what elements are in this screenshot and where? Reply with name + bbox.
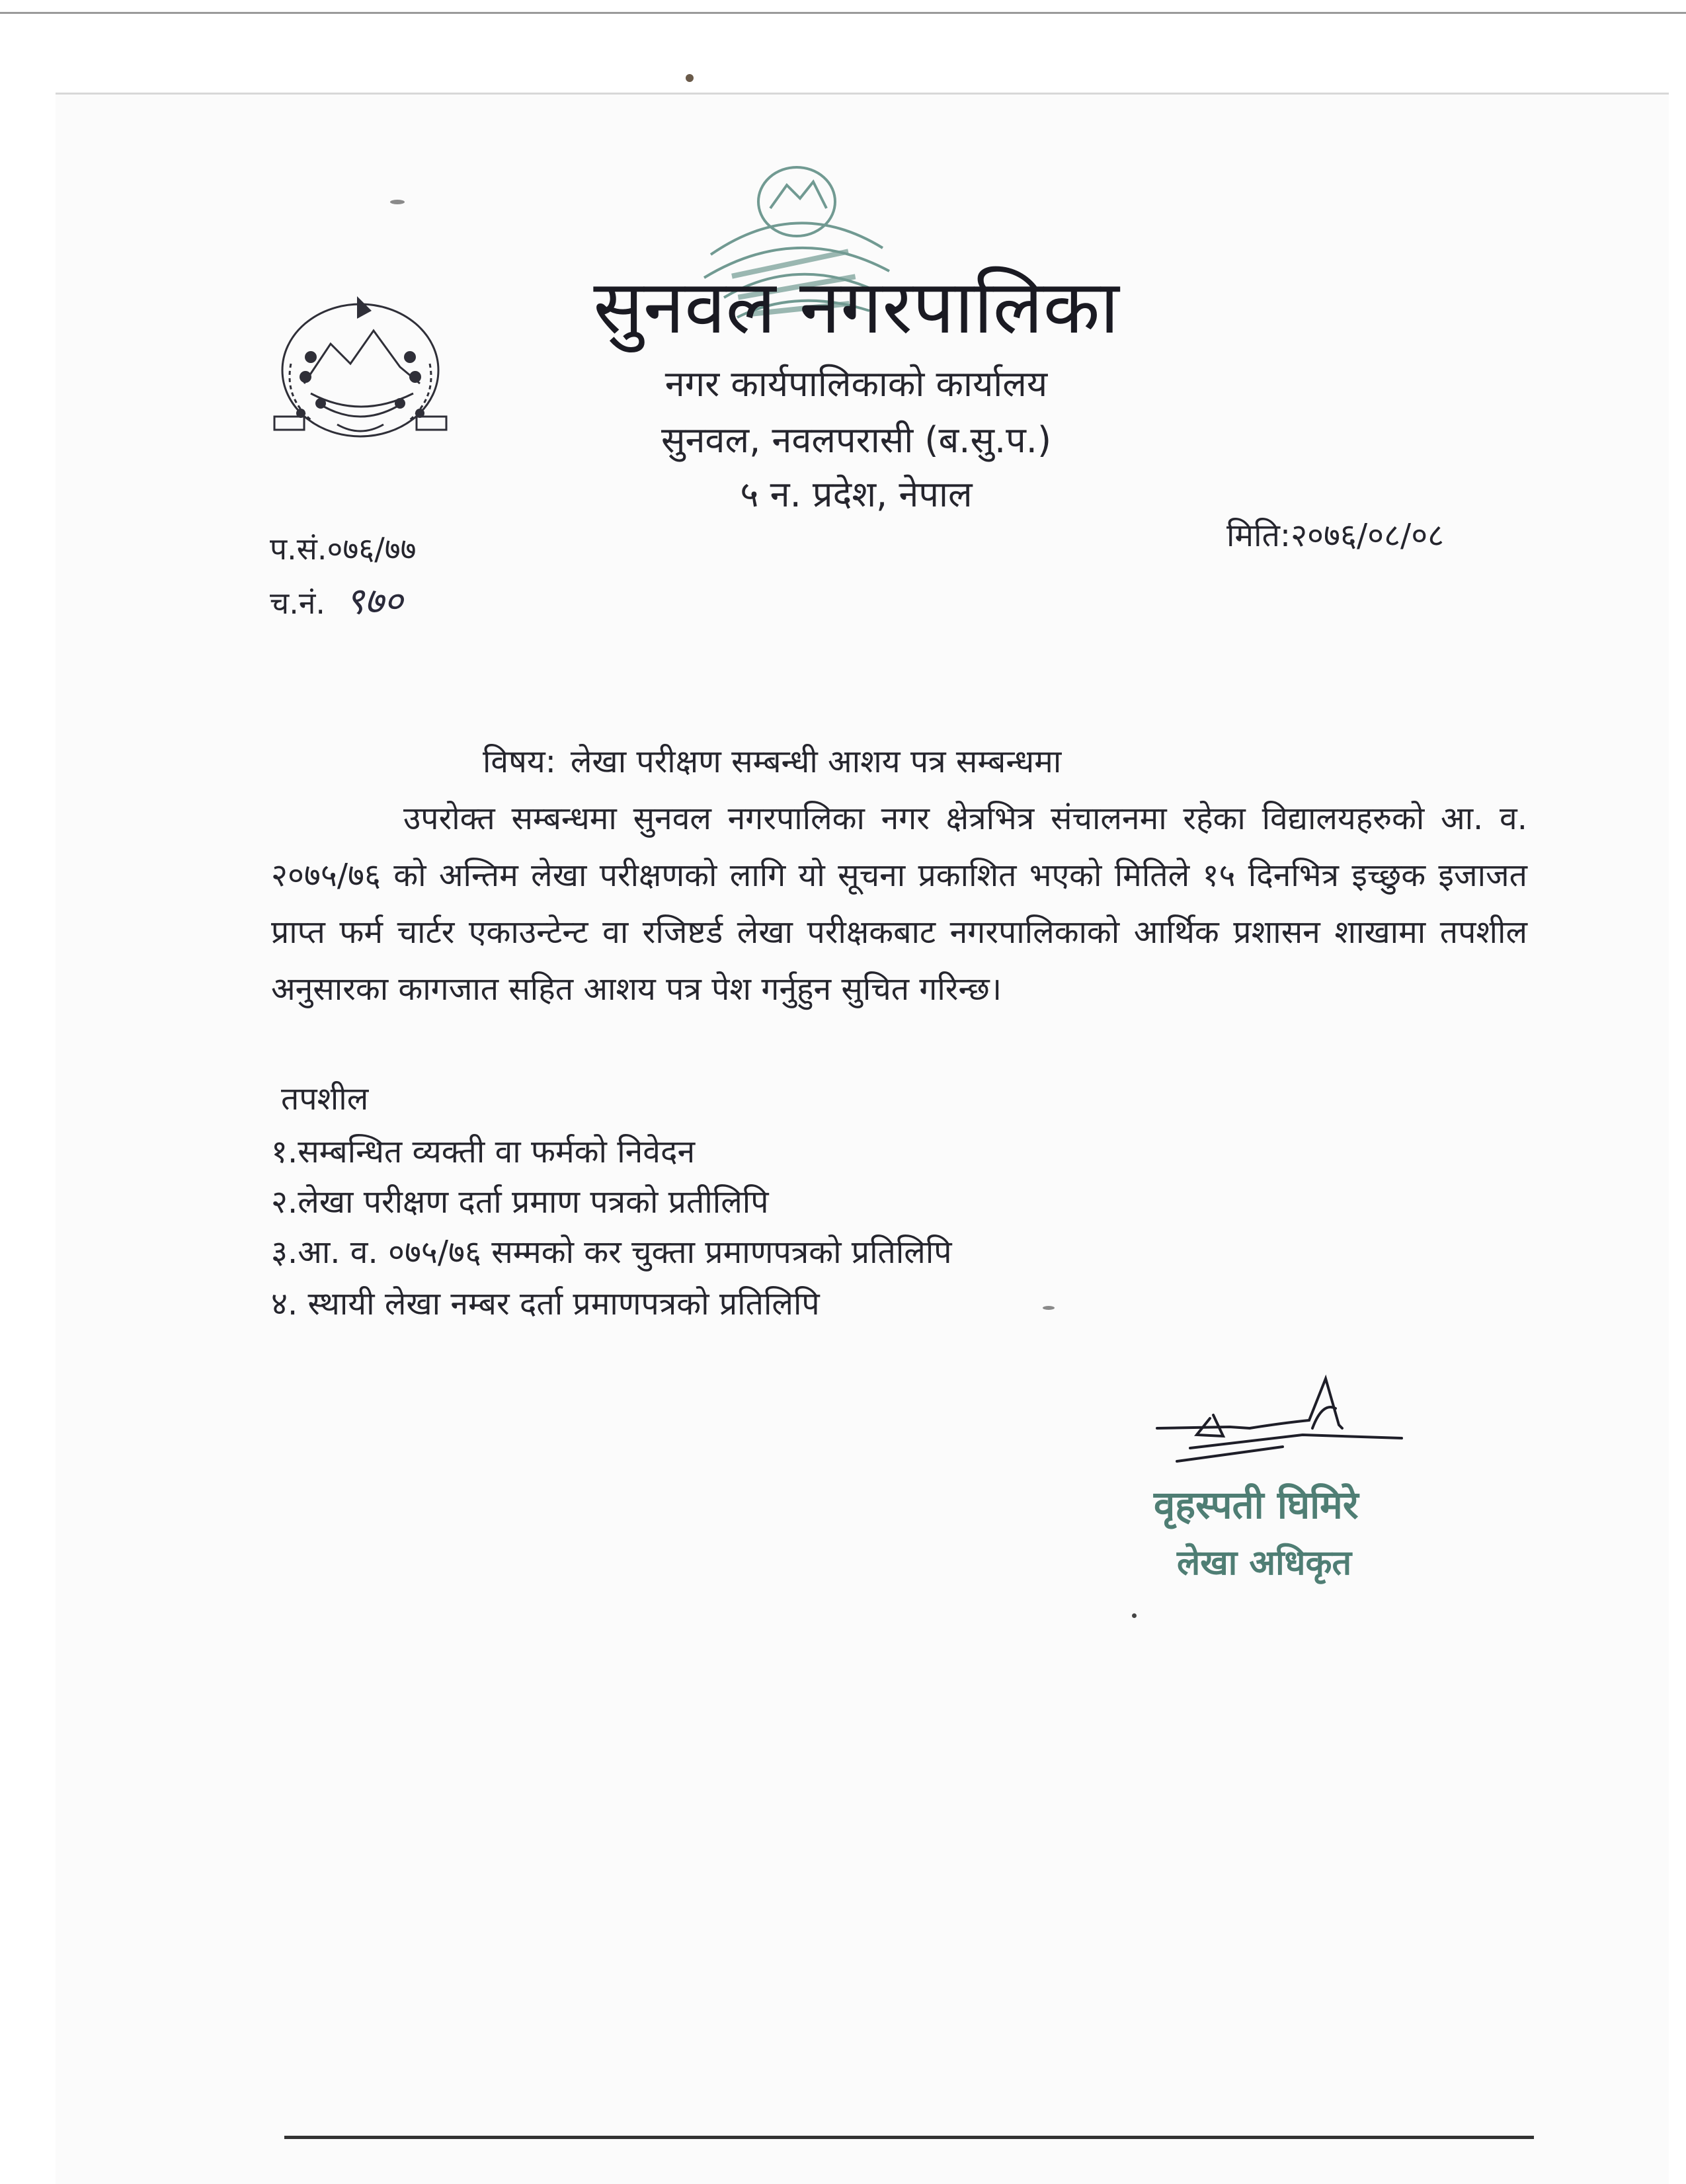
scan-speck bbox=[390, 200, 405, 204]
scan-border bbox=[0, 12, 1686, 14]
office-address: सुनवल, नवलपरासी (ब.सु.प.) bbox=[661, 419, 1052, 461]
letter-date: मिति:२०७६/०८/०८ bbox=[1226, 517, 1445, 554]
subject-line bbox=[483, 741, 1061, 783]
footer-divider bbox=[284, 2136, 1534, 2139]
attachment-list-title: तपशील bbox=[281, 1080, 369, 1117]
subject-label: विषय: bbox=[483, 743, 556, 780]
letter-body: उपरोक्त सम्बन्धमा सुनवल नगरपालिका नगर क्षेत्रभित्र संचालनमा रहेका विद्यालयहरुको आ. व. २०७५/७६ को अन्तिम लेखा परीक्षणको लागि यो सूचना प्रकाशित भएको मितिले १५ दिनभित्र इच्छुक इजाजत प्राप्त फर्म चार्टर एकाउन्टेन्ट वा रजिष्टर्ड लेखा परीक्षकबाट नगरपालिकाको आर्थिक प्रशासन शाखामा तपशील अनुसारका कागजात सहित आशय पत्र पेश गर्नुहुन सुचित गरिन्छ। bbox=[271, 800, 1527, 1008]
scan-speck bbox=[1132, 1613, 1137, 1618]
office-province: ५ न. प्रदेश, नेपाल bbox=[740, 473, 973, 515]
scan-speck bbox=[686, 74, 694, 82]
dispatch-number bbox=[270, 582, 403, 623]
subject-text: लेखा परीक्षण सम्बन्धी आशय पत्र सम्बन्धमा bbox=[570, 743, 1062, 780]
signatory-title: लेखा अधिकृत bbox=[1177, 1543, 1352, 1583]
list-item: ३.आ. व. ०७५/७६ सम्मको कर चुक्ता प्रमाणपत्रको प्रतिलिपि bbox=[271, 1234, 952, 1271]
dispatch-label: च.नं. bbox=[270, 585, 325, 621]
signatory-name: वृहस्पती घिमिरे bbox=[1154, 1482, 1359, 1527]
letterhead-title: सुनवल नगरपालिका bbox=[593, 264, 1119, 350]
signature bbox=[1150, 1362, 1428, 1494]
letter-number: प.सं.०७६/७७ bbox=[270, 531, 417, 567]
office-name: नगर कार्यपालिकाको कार्यालय bbox=[664, 363, 1048, 405]
list-item: १.सम्बन्धित व्यक्ती वा फर्मको निवेदन bbox=[271, 1133, 696, 1170]
list-item: ४. स्थायी लेखा नम्बर दर्ता प्रमाणपत्रको प्रतिलिपि bbox=[271, 1285, 820, 1322]
scan-speck bbox=[1043, 1306, 1055, 1310]
list-item: २.लेखा परीक्षण दर्ता प्रमाण पत्रको प्रतीलिपि bbox=[271, 1184, 769, 1221]
dispatch-value: ९७० bbox=[344, 580, 403, 623]
